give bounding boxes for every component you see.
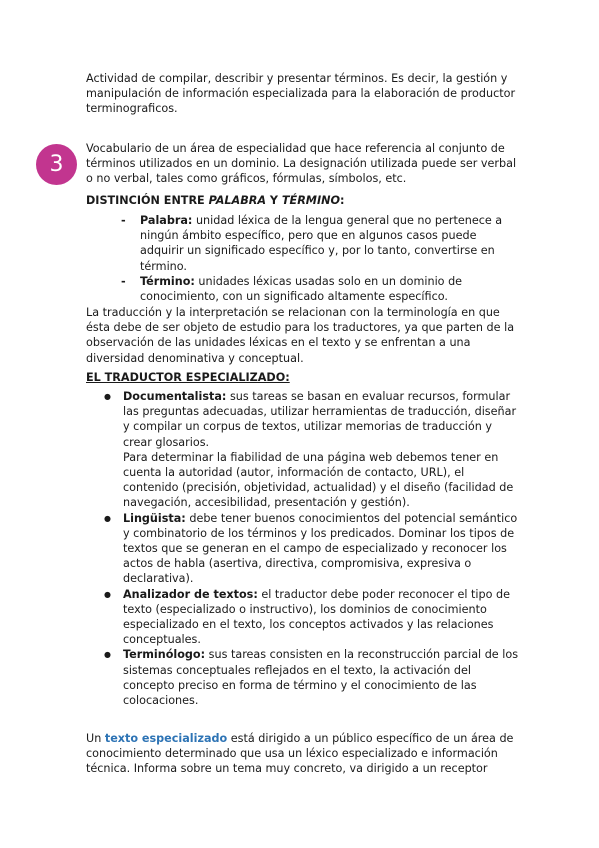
distinction-heading xyxy=(86,193,518,208)
list-item-term: Analizador de textos: xyxy=(123,587,258,601)
heading-middle: Y xyxy=(266,194,282,207)
list-item-text: debe tener buenos conocimientos del potencial semántico y combinatorio de los términos y los predicados. Dominar los tipos de textos que se generan en el campo de especializado y reconocer los actos de habla (asertiva, directiva, compromisiva, expresiva o declarativa). xyxy=(123,511,518,586)
list-item-extra: Para determinar la fiabilidad de una página web debemos tener en cuenta la autoridad (autor, información de contacto, URL), el contenido (precisión, objetividad, actualidad) y el diseño (facilidad de navegación, accesibilidad, presentación y gestión). xyxy=(123,450,514,510)
translator-roles-list xyxy=(103,389,521,708)
specialized-text-highlight: texto especializado xyxy=(104,732,228,745)
heading-suffix: : xyxy=(339,194,345,207)
p4-prefix: Un xyxy=(86,732,105,745)
vocabulary-paragraph: Vocabulario de un área de especialidad que hace referencia al conjunto de términos utilizados en un dominio. La designación utilizada puede ser verbal o no verbal, tales como gráficos, fórmulas, símbolos, etc. xyxy=(86,142,517,186)
intro-paragraph: Actividad de compilar, describir y presentar términos. Es decir, la gestión y manipulación de información especializada para la elaboración de productor terminograficos. xyxy=(86,72,516,116)
list-item xyxy=(121,213,521,274)
list-item-text: el traductor debe poder reconocer el tipo de texto (especializado o instructivo), los dominios de conocimiento especializado en el texto, los conceptos activados y las relaciones conceptuales. xyxy=(123,587,510,647)
p4-text: está dirigido a un público específico de un área de conocimiento determinado que usa un léxico especializado e información técnica. Informa sobre un tema muy concreto, va dirigido a un receptor xyxy=(86,732,514,776)
list-item-text: sus tareas se basan en evaluar recursos, formular las preguntas adecuadas, utilizar herramientas de traducción, diseñar y compilar un corpus de textos, utilizar memorias de traducción y crear glosarios. xyxy=(123,390,517,449)
specialized-text-paragraph xyxy=(86,731,518,777)
list-item xyxy=(121,274,521,304)
list-item-term: Terminólogo: xyxy=(123,648,206,662)
list-item-text: unidad léxica de la lengua general que no pertenece a ningún ámbito específico, pero que en algunos casos puede adquirir un significado específico y, por lo tanto, convertirse en término. xyxy=(140,214,503,273)
list-item-term: Término: xyxy=(140,274,195,288)
list-item xyxy=(103,511,521,587)
translator-heading: EL TRADUCTOR ESPECIALIZADO: xyxy=(86,371,290,384)
list-item xyxy=(103,647,521,708)
list-item-term: Documentalista: xyxy=(123,390,227,403)
distinction-list xyxy=(121,213,521,304)
translation-paragraph: La traducción y la interpretación se relacionan con la terminología en que ésta debe de ser objeto de estudio para los traductores, ya que parten de la observación de las unidades léxicas en el texto y se enfrentan a una diversidad denominativa y conceptual. xyxy=(86,306,515,365)
heading-prefix: DISTINCIÓN ENTRE xyxy=(86,194,209,207)
section-number-badge: 3 xyxy=(36,144,77,185)
list-item xyxy=(103,587,521,648)
list-item-text: sus tareas consisten en la reconstrucción parcial de los sistemas conceptuales reflejados en el texto, la activación del concepto preciso en forma de término y el conocimiento de las colocaciones. xyxy=(123,648,519,708)
list-item-term: Lingüista: xyxy=(123,511,186,525)
heading-word-termino: TÉRMINO xyxy=(281,194,340,207)
heading-word-palabra: PALABRA xyxy=(208,194,267,207)
list-item-term: Palabra: xyxy=(140,214,193,227)
list-item-text: unidades léxicas usadas solo en un dominio de conocimiento, con un significado altamente específico. xyxy=(140,274,463,304)
list-item xyxy=(103,389,521,511)
